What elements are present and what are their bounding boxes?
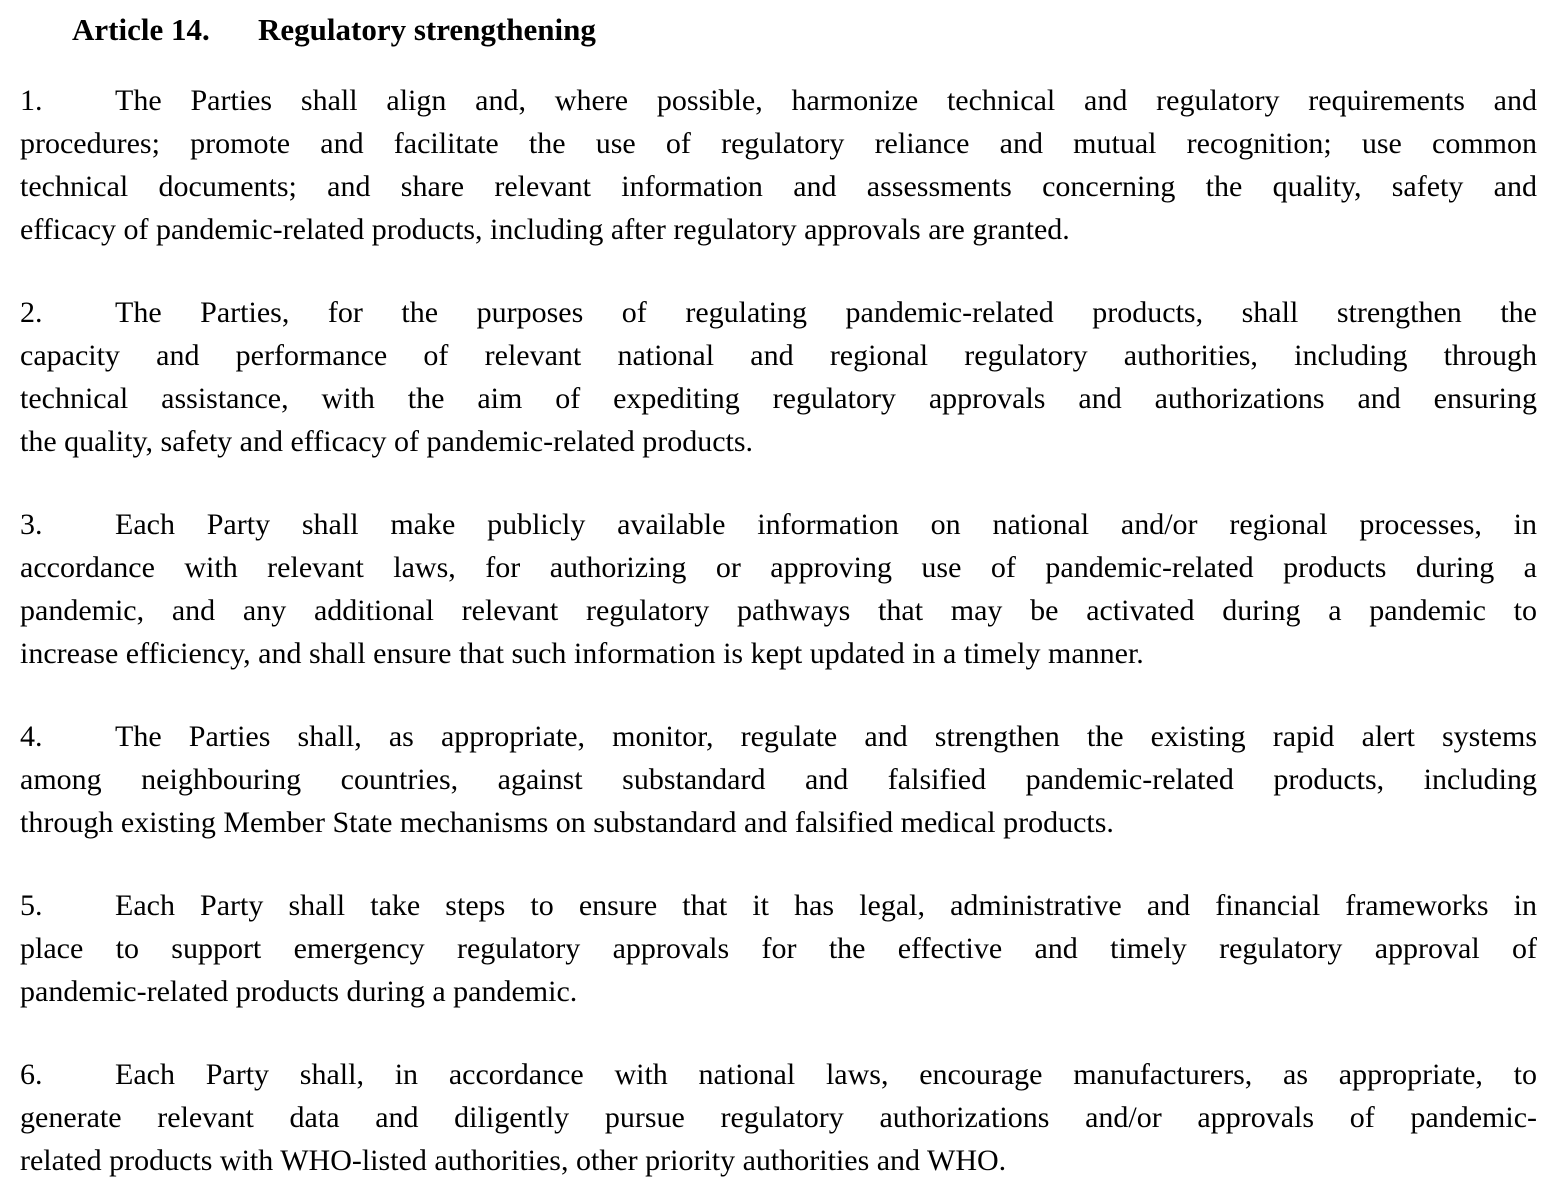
paragraph-number: 6. bbox=[20, 1058, 43, 1091]
paragraph-3 bbox=[20, 503, 1537, 675]
paragraph-line bbox=[20, 715, 1537, 758]
paragraph-line: efficacy of pandemic-related products, including after regulatory approvals are granted. bbox=[20, 213, 1070, 246]
paragraph-line: the quality, safety and efficacy of pandemic-related products. bbox=[20, 425, 754, 458]
paragraph-number: 5. bbox=[20, 889, 43, 922]
paragraph-line: pandemic, and any additional relevant regulatory pathways that may be activated during a pandemic to bbox=[20, 594, 1537, 627]
line-text: Each Party shall make publicly available information on national and/or regional processes, in bbox=[115, 508, 1537, 541]
paragraph-line bbox=[20, 79, 1537, 122]
paragraph-line: among neighbouring countries, against substandard and falsified pandemic-related products, including bbox=[20, 763, 1537, 796]
paragraph-line: technical assistance, with the aim of expediting regulatory approvals and authorizations and ensuring bbox=[20, 382, 1537, 415]
paragraph-6 bbox=[20, 1053, 1537, 1182]
paragraph-number: 1. bbox=[20, 84, 43, 117]
paragraph-line: technical documents; and share relevant information and assessments concerning the quality, safety and bbox=[20, 170, 1537, 203]
paragraph-5 bbox=[20, 884, 1537, 1013]
paragraph-line bbox=[20, 1053, 1537, 1096]
paragraph-line: generate relevant data and diligently pursue regulatory authorizations and/or approvals of pandemic- bbox=[20, 1101, 1537, 1134]
line-text: The Parties shall, as appropriate, monitor, regulate and strengthen the existing rapid alert systems bbox=[115, 720, 1537, 753]
paragraph-line: capacity and performance of relevant national and regional regulatory authorities, including through bbox=[20, 339, 1537, 372]
paragraph-number: 4. bbox=[20, 720, 43, 753]
line-text: Each Party shall, in accordance with national laws, encourage manufacturers, as appropriate, to bbox=[115, 1058, 1537, 1091]
paragraph-number: 3. bbox=[20, 508, 43, 541]
paragraph-number: 2. bbox=[20, 296, 43, 329]
article-title: Regulatory strengthening bbox=[258, 12, 596, 47]
paragraph-line: procedures; promote and facilitate the use of regulatory reliance and mutual recognition; use common bbox=[20, 127, 1537, 160]
paragraph-line: accordance with relevant laws, for authorizing or approving use of pandemic-related products during a bbox=[20, 551, 1537, 584]
paragraph-line: pandemic-related products during a pandemic. bbox=[20, 975, 578, 1008]
paragraph-line: through existing Member State mechanisms on substandard and falsified medical products. bbox=[20, 806, 1114, 839]
article-heading bbox=[20, 8, 1537, 51]
line-text: Each Party shall take steps to ensure that it has legal, administrative and financial frameworks in bbox=[115, 889, 1537, 922]
paragraph-1 bbox=[20, 79, 1537, 251]
line-text: The Parties, for the purposes of regulating pandemic-related products, shall strengthen the bbox=[115, 296, 1537, 329]
paragraph-2 bbox=[20, 291, 1537, 463]
paragraph-line: related products with WHO-listed authorities, other priority authorities and WHO. bbox=[20, 1144, 1007, 1177]
paragraph-line bbox=[20, 503, 1537, 546]
line-text: The Parties shall align and, where possible, harmonize technical and regulatory requirements and bbox=[115, 84, 1537, 117]
article-number: Article 14. bbox=[72, 12, 210, 47]
paragraph-line: place to support emergency regulatory approvals for the effective and timely regulatory approval of bbox=[20, 932, 1537, 965]
paragraph-line bbox=[20, 884, 1537, 927]
paragraph-4 bbox=[20, 715, 1537, 844]
paragraph-line: increase efficiency, and shall ensure that such information is kept updated in a timely manner. bbox=[20, 637, 1144, 670]
paragraph-line bbox=[20, 291, 1537, 334]
